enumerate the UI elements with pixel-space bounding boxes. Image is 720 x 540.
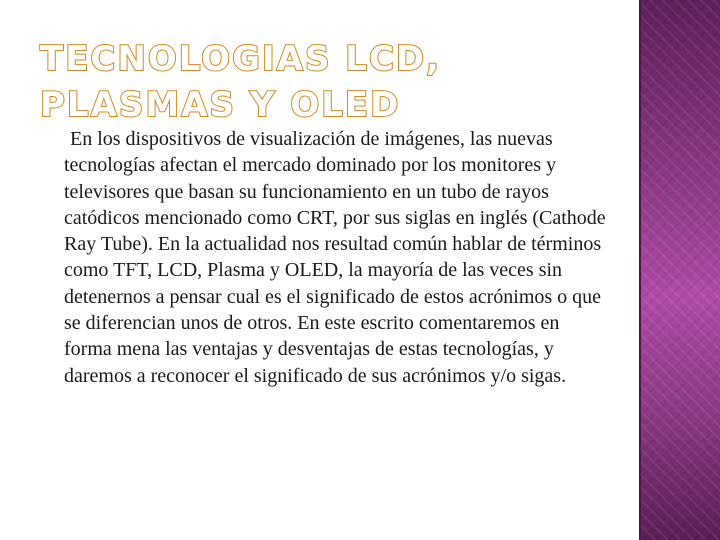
slide-title: TECNOLOGIAS LCD, PLASMAS Y OLED	[40, 39, 442, 125]
decorative-side-band	[641, 0, 720, 540]
slide-body-text: En los dispositivos de visualización de imágenes, las nuevas tecnologías afectan el mercado dominado por los monitores y televisores que basan su funcionamiento en un tubo de rayos catódicos mencionado como CRT, por sus siglas en inglés (Cathode Ray Tube). En la actualidad nos resultad común hablar de términos como TFT, LCD, Plasma y OLED, la mayoría de las veces sin detenernos a pensar cual es el significado de estos acrónimos o que se diferencian unos de otros. En este escrito comentaremos en forma mena las ventajas y desventajas de estas tecnologías, y daremos a reconocer el significado de sus acrónimos y/o sigas.	[64, 128, 606, 387]
